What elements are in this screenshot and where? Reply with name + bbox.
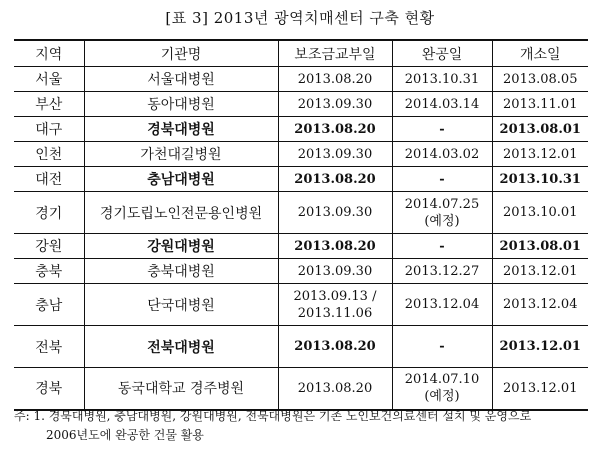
subsidy-date-cell-line: 2013.08.20 [294,121,376,137]
completion-date-cell [392,284,492,326]
table-row [14,284,588,326]
completion-date-cell-line: 2014.07.25 [404,196,480,212]
subsidy-date-cell [278,142,392,167]
region-cell: 충남 [14,284,84,326]
table-row [14,67,588,92]
subsidy-date-cell [278,192,392,234]
opening-date-cell: 2013.11.01 [492,92,588,117]
subsidy-date-cell-line: 2013.11.06 [297,305,373,321]
completion-date-cell-line: 2014.03.14 [404,96,480,112]
completion-date-cell [392,326,492,368]
footnote-line-1: 주: 1. 경북대병원, 충남대병원, 강원대병원, 전북대병원은 기존 노인보건의료센터 설치 및 운영으로 [14,409,532,423]
completion-date-cell-line: 2014.07.10 [404,372,480,388]
opening-date-cell: 2013.10.31 [492,167,588,192]
completion-date-cell-line: - [439,238,445,254]
column-header-completion-date: 완공일 [392,40,492,67]
opening-date-cell: 2013.08.05 [492,67,588,92]
subsidy-date-cell-line: 2013.09.30 [297,96,373,112]
completion-date-cell-line: - [439,171,445,187]
completion-date-cell-line: (예정) [424,213,460,229]
subsidy-date-cell-line: 2013.09.30 [297,146,373,162]
header-row [14,40,588,67]
subsidy-date-cell-line: 2013.08.20 [294,238,376,254]
column-header-region: 지역 [14,40,84,67]
opening-date-cell: 2013.10.01 [492,192,588,234]
column-header-institution: 기관명 [84,40,278,67]
opening-date-cell: 2013.12.01 [492,326,588,368]
institution-cell: 서울대병원 [84,67,278,92]
table-row [14,142,588,167]
institution-cell: 단국대병원 [84,284,278,326]
table-row [14,326,588,368]
subsidy-date-cell-line: 2013.09.30 [297,263,373,279]
table-title: [표 3] 2013년 광역치매센터 구축 현황 [165,9,435,27]
region-cell: 인천 [14,142,84,167]
completion-date-cell [392,192,492,234]
completion-date-cell-line: - [439,121,445,137]
completion-date-cell [392,142,492,167]
subsidy-date-cell [278,368,392,410]
subsidy-date-cell [278,67,392,92]
subsidy-date-cell-line: 2013.08.20 [294,339,376,354]
institution-cell: 강원대병원 [84,234,278,259]
completion-date-cell [392,259,492,284]
completion-date-cell [392,167,492,192]
column-header-subsidy-date: 보조금교부일 [278,40,392,67]
subsidy-date-cell [278,92,392,117]
opening-date-cell: 2013.12.01 [492,259,588,284]
institution-cell: 경북대병원 [84,117,278,142]
institution-cell: 전북대병원 [84,326,278,368]
table-row [14,259,588,284]
institution-cell: 동국대학교 경주병원 [84,368,278,410]
subsidy-date-cell [278,117,392,142]
region-cell: 부산 [14,92,84,117]
region-cell: 경기 [14,192,84,234]
subsidy-date-cell [278,259,392,284]
subsidy-date-cell [278,326,392,368]
region-cell: 대전 [14,167,84,192]
opening-date-cell: 2013.12.01 [492,142,588,167]
table-row [14,192,588,234]
subsidy-date-cell-line: 2013.09.13 / [293,288,377,304]
table-row [14,167,588,192]
subsidy-date-cell [278,167,392,192]
completion-date-cell-line: 2013.12.27 [404,263,480,279]
institution-cell: 가천대길병원 [84,142,278,167]
footnote-line-2: 2006년도에 완공한 건물 활용 [46,428,204,442]
region-cell: 대구 [14,117,84,142]
table-row [14,234,588,259]
subsidy-date-cell-line: 2013.08.20 [297,380,373,396]
table-row [14,92,588,117]
completion-date-cell [392,67,492,92]
opening-date-cell: 2013.12.04 [492,284,588,326]
region-cell: 전북 [14,326,84,368]
table-body [14,67,588,410]
subsidy-date-cell-line: 2013.08.20 [297,71,373,87]
institution-cell: 충남대병원 [84,167,278,192]
region-cell: 경북 [14,368,84,410]
dementia-center-table [14,39,588,411]
subsidy-date-cell-line: 2013.09.30 [297,205,373,220]
region-cell: 서울 [14,67,84,92]
completion-date-cell [392,234,492,259]
table-row [14,368,588,410]
institution-cell: 동아대병원 [84,92,278,117]
completion-date-cell [392,368,492,410]
completion-date-cell [392,92,492,117]
region-cell: 충북 [14,259,84,284]
opening-date-cell: 2013.08.01 [492,234,588,259]
table-row [14,117,588,142]
subsidy-date-cell-line: 2013.08.20 [294,171,376,187]
subsidy-date-cell [278,234,392,259]
completion-date-cell-line: 2013.10.31 [404,71,480,87]
opening-date-cell: 2013.08.01 [492,117,588,142]
completion-date-cell-line: - [439,339,445,354]
column-header-opening-date: 개소일 [492,40,588,67]
completion-date-cell-line: 2013.12.04 [404,297,480,312]
region-cell: 강원 [14,234,84,259]
completion-date-cell-line: (예정) [424,389,460,405]
footnote [14,407,594,445]
opening-date-cell: 2013.12.01 [492,368,588,410]
institution-cell: 경기도립노인전문용인병원 [84,192,278,234]
institution-cell: 충북대병원 [84,259,278,284]
completion-date-cell-line: 2014.03.02 [404,146,480,162]
completion-date-cell [392,117,492,142]
subsidy-date-cell [278,284,392,326]
